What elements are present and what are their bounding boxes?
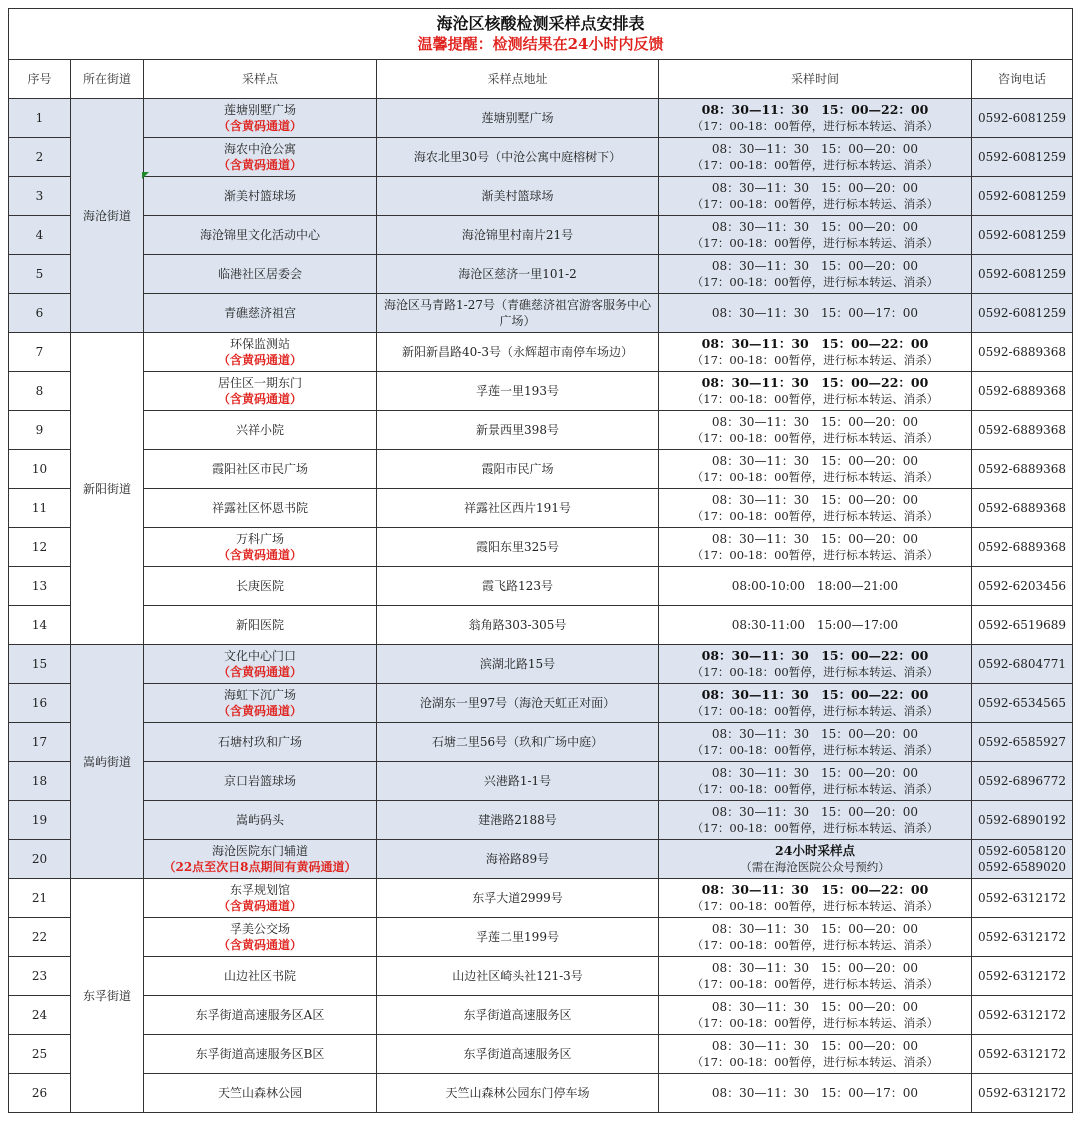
table-row (9, 138, 1073, 177)
row-number: 21 (9, 879, 71, 918)
row-number: 6 (9, 294, 71, 333)
phone-cell (972, 333, 1073, 372)
time-cell (659, 645, 972, 684)
phone-number: 0592-6203456 (978, 579, 1067, 593)
address-cell: 莲塘别墅广场 (377, 99, 659, 138)
yellow-code-note: （含黄码通道） (217, 704, 302, 718)
row-number: 11 (9, 489, 71, 528)
row-number: 8 (9, 372, 71, 411)
address-cell: 孚莲一里193号 (377, 372, 659, 411)
site-name: 海沧医院东门辅道 (211, 844, 308, 858)
phone-number: 0592-6889368 (978, 462, 1067, 476)
time-note: （17：00-18：00暂停，进行标本转运、消杀） (691, 353, 939, 367)
time-main: 08：30—11：30 15：00—22：00 (701, 687, 929, 702)
time-cell (659, 801, 972, 840)
address-cell: 孚莲二里199号 (377, 918, 659, 957)
district-cell: 海沧街道 (71, 99, 144, 333)
time-cell (659, 723, 972, 762)
time-main: 08：30—11：30 15：00—20：00 (711, 454, 919, 468)
time-cell (659, 255, 972, 294)
row-number: 14 (9, 606, 71, 645)
time-note: （17：00-18：00暂停，进行标本转运、消杀） (691, 821, 939, 835)
table-row (9, 216, 1073, 255)
time-cell (659, 528, 972, 567)
address-cell: 山边社区崎头社121-3号 (377, 957, 659, 996)
time-cell (659, 567, 972, 606)
title-row (9, 9, 1073, 60)
phone-number: 0592-6896772 (978, 774, 1067, 788)
row-number: 10 (9, 450, 71, 489)
table-row (9, 1035, 1073, 1074)
address-cell: 渐美村篮球场 (377, 177, 659, 216)
header-no: 序号 (9, 60, 71, 99)
row-number: 7 (9, 333, 71, 372)
phone-number: 0592-6081259 (978, 306, 1067, 320)
time-cell (659, 1035, 972, 1074)
row-number: 12 (9, 528, 71, 567)
phone-cell (972, 684, 1073, 723)
table-row (9, 99, 1073, 138)
time-note: （17：00-18：00暂停，进行标本转运、消杀） (691, 977, 939, 991)
address-cell: 海沧区马青路1-27号（青礁慈济祖宫游客服务中心广场） (377, 294, 659, 333)
phone-cell (972, 567, 1073, 606)
time-main: 08：30—11：30 15：00—22：00 (701, 882, 929, 897)
table-row (9, 996, 1073, 1035)
phone-cell (972, 918, 1073, 957)
header-phone: 咨询电话 (972, 60, 1073, 99)
site-name: 海农中沧公寓 (223, 142, 296, 156)
time-note: （17：00-18：00暂停，进行标本转运、消杀） (691, 119, 939, 133)
time-main: 08：30—11：30 15：00—20：00 (711, 220, 919, 234)
time-main: 08：30—11：30 15：00—20：00 (711, 532, 919, 546)
time-main: 08：30—11：30 15：00—20：00 (711, 1000, 919, 1014)
time-main: 08：30—11：30 15：00—20：00 (711, 415, 919, 429)
time-cell (659, 996, 972, 1035)
phone-number: 0592-6081259 (978, 150, 1067, 164)
yellow-code-note: （含黄码通道） (217, 392, 302, 406)
address-cell: 建港路2188号 (377, 801, 659, 840)
table-row (9, 528, 1073, 567)
table-row (9, 294, 1073, 333)
phone-cell (972, 762, 1073, 801)
address-cell: 东孚街道高速服务区 (377, 996, 659, 1035)
site-name: 青礁慈济祖宫 (223, 306, 296, 320)
site-cell (144, 840, 377, 879)
table-row (9, 801, 1073, 840)
time-cell (659, 606, 972, 645)
table-row (9, 879, 1073, 918)
row-number: 20 (9, 840, 71, 879)
address-cell: 祥露社区西片191号 (377, 489, 659, 528)
site-name: 文化中心门口 (223, 649, 296, 663)
row-number: 25 (9, 1035, 71, 1074)
site-cell (144, 645, 377, 684)
site-cell (144, 567, 377, 606)
phone-number: 0592-6889368 (978, 345, 1067, 359)
time-note: （需在海沧医院公众号预约） (740, 860, 890, 874)
time-note: （17：00-18：00暂停，进行标本转运、消杀） (691, 275, 939, 289)
header-time: 采样时间 (659, 60, 972, 99)
address-cell: 新阳新昌路40-3号（永辉超市南停车场边） (377, 333, 659, 372)
table-row (9, 606, 1073, 645)
time-cell (659, 372, 972, 411)
address-cell: 沧湖东一里97号（海沧天虹正对面） (377, 684, 659, 723)
site-cell (144, 333, 377, 372)
table-row (9, 372, 1073, 411)
site-cell (144, 99, 377, 138)
phone-cell (972, 489, 1073, 528)
phone-number: 0592-6519689 (978, 618, 1067, 632)
phone-number: 0592-6312172 (978, 1047, 1067, 1061)
time-note: （17：00-18：00暂停，进行标本转运、消杀） (691, 470, 939, 484)
district-cell: 东孚街道 (71, 879, 144, 1113)
title-cell (9, 9, 1073, 60)
row-number: 26 (9, 1074, 71, 1113)
site-name: 山边社区书院 (223, 969, 296, 983)
site-name: 新阳医院 (235, 618, 284, 632)
site-name: 海虹下沉广场 (223, 688, 296, 702)
phone-cell (972, 177, 1073, 216)
schedule-table (8, 8, 1073, 1113)
site-cell (144, 879, 377, 918)
time-note: （17：00-18：00暂停，进行标本转运、消杀） (691, 704, 939, 718)
address-cell: 海沧锦里村南片21号 (377, 216, 659, 255)
address-cell: 新景西里398号 (377, 411, 659, 450)
district-cell: 嵩屿街道 (71, 645, 144, 879)
yellow-code-note: （22点至次日8点期间有黄码通道） (163, 860, 357, 874)
time-cell (659, 918, 972, 957)
row-number: 24 (9, 996, 71, 1035)
table-row (9, 333, 1073, 372)
time-cell (659, 333, 972, 372)
site-name: 嵩屿码头 (235, 813, 284, 827)
phone-cell (972, 372, 1073, 411)
table-row (9, 567, 1073, 606)
time-main: 08：30—11：30 15：00—22：00 (701, 102, 929, 117)
address-cell: 东孚大道2999号 (377, 879, 659, 918)
phone-number-2: 0592-6589020 (978, 860, 1067, 874)
site-name: 环保监测站 (229, 337, 290, 351)
row-number: 23 (9, 957, 71, 996)
phone-number: 0592-6585927 (978, 735, 1067, 749)
site-cell (144, 996, 377, 1035)
address-cell: 海沧区慈济一里101-2 (377, 255, 659, 294)
time-cell (659, 216, 972, 255)
header-address: 采样点地址 (377, 60, 659, 99)
site-name: 孚美公交场 (229, 922, 290, 936)
table-row (9, 177, 1073, 216)
row-number: 1 (9, 99, 71, 138)
reminder-subtitle: 温馨提醒：检测结果在24小时内反馈 (417, 35, 664, 53)
address-cell: 滨湖北路15号 (377, 645, 659, 684)
phone-cell (972, 606, 1073, 645)
time-cell (659, 1074, 972, 1113)
site-cell (144, 684, 377, 723)
site-name: 石塘村玖和广场 (217, 735, 302, 749)
site-name: 东孚规划馆 (229, 883, 290, 897)
time-note: （17：00-18：00暂停，进行标本转运、消杀） (691, 899, 939, 913)
phone-number: 0592-6312172 (978, 930, 1067, 944)
row-number: 5 (9, 255, 71, 294)
table-row (9, 489, 1073, 528)
phone-number: 0592-6312172 (978, 1086, 1067, 1100)
time-note: （17：00-18：00暂停，进行标本转运、消杀） (691, 431, 939, 445)
yellow-code-note: （含黄码通道） (217, 119, 302, 133)
table-row (9, 1074, 1073, 1113)
address-cell: 霞阳东里325号 (377, 528, 659, 567)
time-cell (659, 684, 972, 723)
time-main: 08：30—11：30 15：00—20：00 (711, 142, 919, 156)
cell-comment-marker (142, 172, 149, 179)
phone-cell (972, 1035, 1073, 1074)
phone-cell (972, 645, 1073, 684)
time-note: （17：00-18：00暂停，进行标本转运、消杀） (691, 548, 939, 562)
address-cell: 石塘二里56号（玖和广场中庭） (377, 723, 659, 762)
site-name: 东孚街道高速服务区A区 (195, 1008, 325, 1022)
table-row (9, 723, 1073, 762)
site-cell (144, 723, 377, 762)
table-row (9, 645, 1073, 684)
table-row (9, 957, 1073, 996)
time-note: （17：00-18：00暂停，进行标本转运、消杀） (691, 782, 939, 796)
row-number: 19 (9, 801, 71, 840)
time-note: （17：00-18：00暂停，进行标本转运、消杀） (691, 197, 939, 211)
time-main: 08：30—11：30 15：00—20：00 (711, 961, 919, 975)
address-cell: 海裕路89号 (377, 840, 659, 879)
time-cell (659, 294, 972, 333)
yellow-code-note: （含黄码通道） (217, 158, 302, 172)
phone-number: 0592-6081259 (978, 228, 1067, 242)
site-name: 京口岩篮球场 (223, 774, 296, 788)
phone-cell (972, 99, 1073, 138)
site-cell (144, 216, 377, 255)
site-cell (144, 762, 377, 801)
phone-cell (972, 138, 1073, 177)
yellow-code-note: （含黄码通道） (217, 938, 302, 952)
address-cell: 霞阳市民广场 (377, 450, 659, 489)
phone-cell (972, 450, 1073, 489)
site-name: 居住区一期东门 (217, 376, 302, 390)
time-cell (659, 957, 972, 996)
table-title: 海沧区核酸检测采样点安排表 (436, 14, 645, 33)
site-name: 长庚医院 (235, 579, 284, 593)
site-cell (144, 1074, 377, 1113)
phone-cell (972, 957, 1073, 996)
site-name: 万科广场 (235, 532, 284, 546)
time-cell (659, 411, 972, 450)
time-main: 08：30—11：30 15：00—22：00 (701, 336, 929, 351)
row-number: 3 (9, 177, 71, 216)
address-cell: 翁角路303-305号 (377, 606, 659, 645)
time-cell (659, 879, 972, 918)
time-main: 08：30—11：30 15：00—20：00 (711, 493, 919, 507)
time-main: 08：30—11：30 15：00—17：00 (711, 306, 919, 320)
table-row (9, 411, 1073, 450)
row-number: 4 (9, 216, 71, 255)
table-row (9, 684, 1073, 723)
phone-cell (972, 411, 1073, 450)
table-row (9, 918, 1073, 957)
time-note: （17：00-18：00暂停，进行标本转运、消杀） (691, 392, 939, 406)
yellow-code-note: （含黄码通道） (217, 665, 302, 679)
site-cell (144, 372, 377, 411)
phone-number: 0592-6312172 (978, 969, 1067, 983)
phone-number: 0592-6058120 (978, 844, 1067, 858)
site-name: 莲塘别墅广场 (223, 103, 296, 117)
time-cell (659, 450, 972, 489)
site-cell (144, 606, 377, 645)
phone-number: 0592-6081259 (978, 111, 1067, 125)
phone-number: 0592-6312172 (978, 891, 1067, 905)
time-note: （17：00-18：00暂停，进行标本转运、消杀） (691, 1055, 939, 1069)
site-cell (144, 918, 377, 957)
phone-number: 0592-6890192 (978, 813, 1067, 827)
site-name: 海沧锦里文化活动中心 (199, 228, 320, 242)
time-main: 08：30—11：30 15：00—20：00 (711, 1039, 919, 1053)
table-row (9, 255, 1073, 294)
phone-number: 0592-6534565 (978, 696, 1067, 710)
time-main: 08：30—11：30 15：00—20：00 (711, 922, 919, 936)
row-number: 15 (9, 645, 71, 684)
time-main: 08:00-10:00 18:00—21:00 (731, 579, 899, 593)
phone-cell (972, 528, 1073, 567)
time-note: （17：00-18：00暂停，进行标本转运、消杀） (691, 743, 939, 757)
table-row (9, 450, 1073, 489)
row-number: 17 (9, 723, 71, 762)
site-name: 东孚街道高速服务区B区 (195, 1047, 325, 1061)
row-number: 22 (9, 918, 71, 957)
time-main: 08：30—11：30 15：00—20：00 (711, 181, 919, 195)
site-name: 临港社区居委会 (217, 267, 302, 281)
header-district: 所在街道 (71, 60, 144, 99)
row-number: 9 (9, 411, 71, 450)
time-cell (659, 99, 972, 138)
time-main: 08：30—11：30 15：00—20：00 (711, 727, 919, 741)
row-number: 18 (9, 762, 71, 801)
yellow-code-note: （含黄码通道） (217, 899, 302, 913)
site-name: 渐美村篮球场 (223, 189, 296, 203)
phone-number: 0592-6889368 (978, 540, 1067, 554)
yellow-code-note: （含黄码通道） (217, 353, 302, 367)
site-cell (144, 138, 377, 177)
time-main: 08：30—11：30 15：00—22：00 (701, 648, 929, 663)
row-number: 2 (9, 138, 71, 177)
header-row (9, 60, 1073, 99)
site-cell (144, 450, 377, 489)
phone-number: 0592-6081259 (978, 267, 1067, 281)
time-cell (659, 762, 972, 801)
table-row (9, 840, 1073, 879)
time-note: （17：00-18：00暂停，进行标本转运、消杀） (691, 509, 939, 523)
site-cell (144, 177, 377, 216)
site-cell (144, 1035, 377, 1074)
time-cell (659, 840, 972, 879)
phone-cell (972, 255, 1073, 294)
phone-number: 0592-6889368 (978, 384, 1067, 398)
address-cell: 东孚街道高速服务区 (377, 1035, 659, 1074)
site-cell (144, 411, 377, 450)
phone-cell (972, 1074, 1073, 1113)
time-main: 08：30—11：30 15：00—17：00 (711, 1086, 919, 1100)
address-cell: 海农北里30号（中沧公寓中庭榕树下） (377, 138, 659, 177)
time-cell (659, 138, 972, 177)
time-note: （17：00-18：00暂停，进行标本转运、消杀） (691, 158, 939, 172)
phone-number: 0592-6081259 (978, 189, 1067, 203)
phone-cell (972, 723, 1073, 762)
address-cell: 天竺山森林公园东门停车场 (377, 1074, 659, 1113)
header-site: 采样点 (144, 60, 377, 99)
row-number: 16 (9, 684, 71, 723)
site-cell (144, 489, 377, 528)
phone-cell (972, 216, 1073, 255)
site-name: 霞阳社区市民广场 (211, 462, 308, 476)
time-main: 08：30—11：30 15：00—22：00 (701, 375, 929, 390)
phone-number: 0592-6312172 (978, 1008, 1067, 1022)
time-cell (659, 177, 972, 216)
site-name: 天竺山森林公园 (217, 1086, 302, 1100)
yellow-code-note: （含黄码通道） (217, 548, 302, 562)
time-main: 08：30—11：30 15：00—20：00 (711, 259, 919, 273)
phone-cell (972, 840, 1073, 879)
time-cell (659, 489, 972, 528)
site-cell (144, 294, 377, 333)
time-note: （17：00-18：00暂停，进行标本转运、消杀） (691, 665, 939, 679)
phone-number: 0592-6889368 (978, 423, 1067, 437)
address-cell: 霞飞路123号 (377, 567, 659, 606)
table-row (9, 762, 1073, 801)
time-note: （17：00-18：00暂停，进行标本转运、消杀） (691, 1016, 939, 1030)
site-cell (144, 957, 377, 996)
site-cell (144, 801, 377, 840)
site-cell (144, 528, 377, 567)
site-name: 兴祥小院 (235, 423, 284, 437)
time-main: 08：30—11：30 15：00—20：00 (711, 766, 919, 780)
district-cell: 新阳街道 (71, 333, 144, 645)
time-note: （17：00-18：00暂停，进行标本转运、消杀） (691, 938, 939, 952)
site-name: 祥露社区怀恩书院 (211, 501, 308, 515)
phone-cell (972, 801, 1073, 840)
time-note: （17：00-18：00暂停，进行标本转运、消杀） (691, 236, 939, 250)
row-number: 13 (9, 567, 71, 606)
address-cell: 兴港路1-1号 (377, 762, 659, 801)
phone-number: 0592-6804771 (978, 657, 1067, 671)
time-main: 08：30—11：30 15：00—20：00 (711, 805, 919, 819)
phone-number: 0592-6889368 (978, 501, 1067, 515)
site-cell (144, 255, 377, 294)
phone-cell (972, 879, 1073, 918)
phone-cell (972, 294, 1073, 333)
time-main: 08:30-11:00 15:00—17:00 (731, 618, 899, 632)
time-main: 24小时采样点 (775, 843, 855, 858)
phone-cell (972, 996, 1073, 1035)
